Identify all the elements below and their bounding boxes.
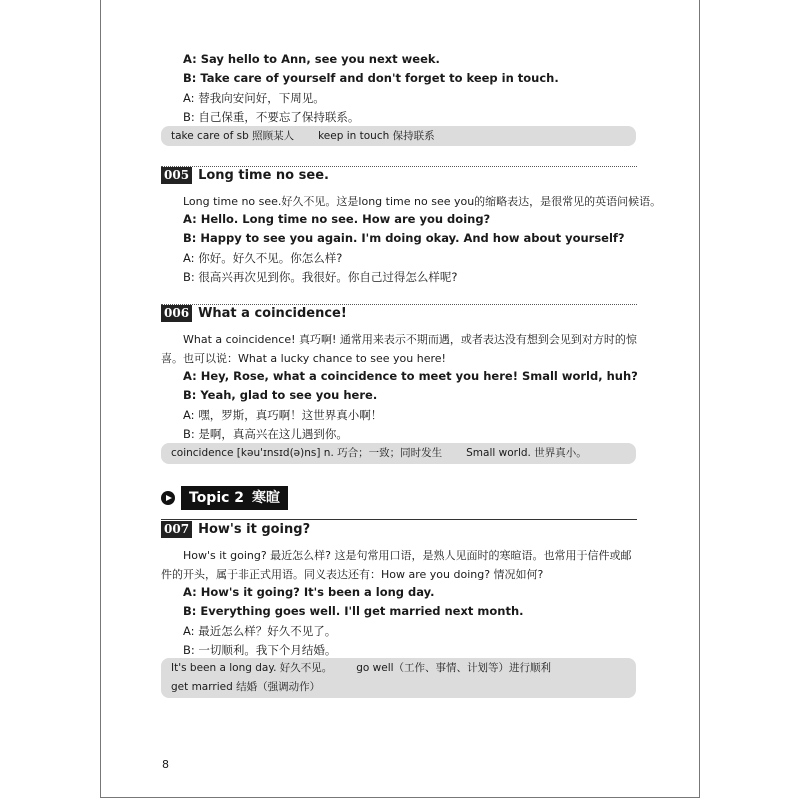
vocab-item: go well（工作、事情、计划等）进行顺利 [356,662,552,674]
vocab-note [161,126,636,146]
dialogue-line: A: How's it going? It's been a long day. [183,585,435,599]
dialogue-line: B: Everything goes well. I'll get married next month. [183,604,524,618]
phrase-explanation: 喜。也可以说：What a lucky chance to see you here! [161,352,446,365]
phrase-explanation: Long time no see.好久不见。这是long time no see you的缩略表达，是很常见的英语问候语。 [183,195,662,208]
vocab-item: keep in touch 保持联系 [318,130,435,142]
play-icon [161,491,175,505]
phrase-title: How's it going? [198,522,311,537]
dialogue-line: A: Say hello to Ann, see you next week. [183,52,440,66]
phrase-heading [161,167,329,184]
vocab-item: get married 结婚（强调动作） [171,681,321,693]
vocab-note [161,658,636,698]
phrase-number: 007 [161,521,192,538]
topic-label [181,486,288,510]
phrase-heading [161,521,310,538]
dialogue-line: A: 嘿，罗斯，真巧啊！这世界真小啊！ [183,408,383,422]
phrase-explanation: 件的开头，属于非正式用语。同义表达还有：How are you doing? 情况如何? [161,568,544,581]
phrase-title: Long time no see. [198,168,329,183]
dialogue-line: A: 替我向安问好，下周见。 [183,91,325,105]
dialogue-line: B: Yeah, glad to see you here. [183,388,378,402]
dialogue-line: A: Hello. Long time no see. How are you doing? [183,212,491,226]
dialogue-line: B: Happy to see you again. I'm doing okay. And how about yourself? [183,231,625,245]
dialogue-line: A: Hey, Rose, what a coincidence to meet you here! Small world, huh? [183,369,638,383]
topic-heading [161,486,288,510]
dialogue-line: B: 是啊，真高兴在这儿遇到你。 [183,427,348,441]
phrase-explanation: How's it going? 最近怎么样? 这是句常用口语，是熟人见面时的寒暄语。也常用于信件或邮 [183,549,632,562]
topic-number: Topic 2 [189,490,245,506]
vocab-note [161,443,636,464]
vocab-item: It's been a long day. 好久不见。 [171,662,333,674]
phrase-number: 006 [161,305,192,322]
phrase-explanation: What a coincidence! 真巧啊! 通常用来表示不期而遇，或者表达没有想到会见到对方时的惊 [183,333,637,346]
topic-rule [161,519,637,520]
vocab-item: coincidence [kəu'ɪnsɪd(ə)ns] n. 巧合；一致；同时发生 [171,447,443,459]
page-number: 8 [162,758,169,771]
dialogue-line: A: 你好。好久不见。你怎么样? [183,251,343,265]
dialogue-line: B: 很高兴再次见到你。我很好。你自己过得怎么样呢? [183,270,458,284]
dialogue-line: A: 最近怎么样？好久不见了。 [183,624,337,638]
dialogue-line: B: 自己保重，不要忘了保持联系。 [183,110,360,124]
dialogue-line: B: 一切顺利。我下个月结婚。 [183,643,337,657]
phrase-heading [161,305,347,322]
phrase-number: 005 [161,167,192,184]
topic-title: 寒暄 [252,490,281,506]
vocab-item: Small world. 世界真小。 [466,447,587,459]
dialogue-line: B: Take care of yourself and don't forget to keep in touch. [183,71,559,85]
vocab-item: take care of sb 照顾某人 [171,130,295,142]
phrase-title: What a coincidence! [198,306,347,321]
